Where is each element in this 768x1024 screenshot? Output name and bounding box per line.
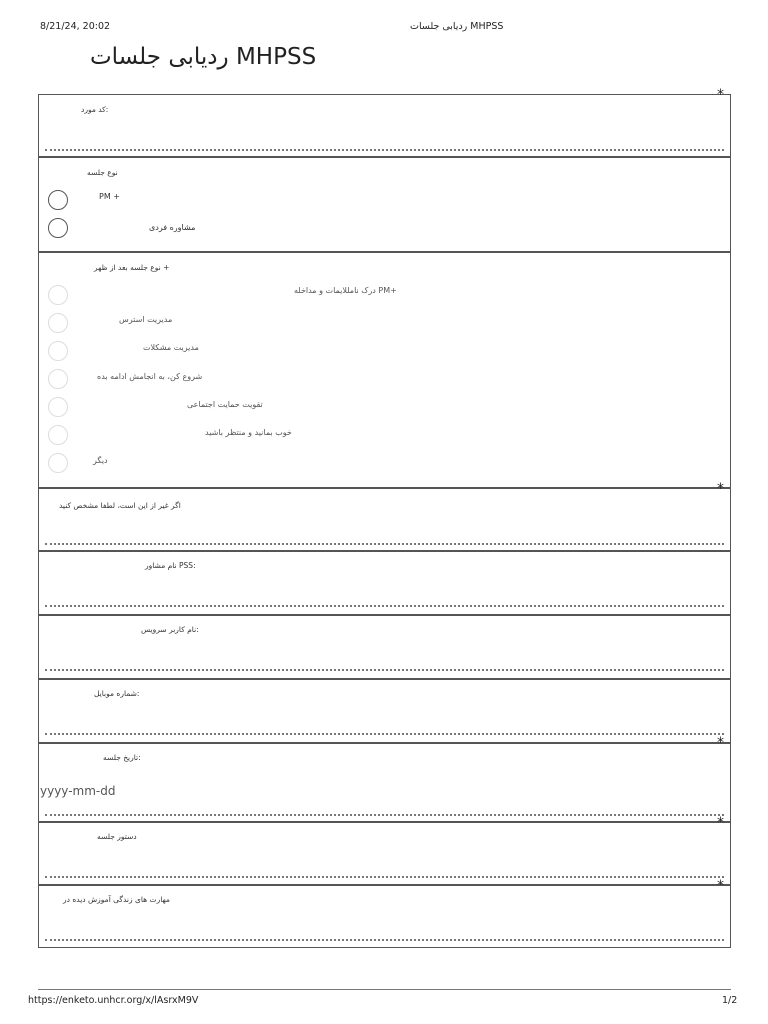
service-user-name-input[interactable] (45, 669, 724, 671)
question-other-specify (38, 481, 731, 551)
radio-session-type-individual[interactable] (48, 218, 68, 238)
footer-divider (38, 989, 731, 990)
question-service-user-name (38, 615, 731, 679)
other-specify-input[interactable] (45, 543, 724, 545)
question-case-code (38, 87, 731, 157)
question-label: مهارت های زندگی آموزش دیده در (63, 895, 170, 904)
session-date-input[interactable]: yyyy-mm-dd (40, 784, 116, 798)
question-label: نوع جلسه (87, 168, 118, 177)
option-label: شروع کن، به انجامش ادامه بده (97, 372, 203, 381)
option-label: تقویت حمایت اجتماعی (187, 400, 263, 409)
session-agenda-input[interactable] (45, 876, 724, 878)
question-session-agenda (38, 822, 731, 894)
radio-pm-option-3[interactable] (48, 341, 68, 361)
required-marker: * (717, 735, 724, 751)
option-label: PM + (99, 192, 120, 201)
question-mobile-number (38, 679, 731, 751)
form-title: ردیابی جلسات MHPSS (90, 44, 317, 70)
mobile-number-input[interactable] (45, 733, 724, 735)
question-label: نام مشاور PSS: (145, 561, 196, 570)
option-label: مشاوره فردی (149, 223, 196, 232)
radio-pm-option-2[interactable] (48, 313, 68, 333)
question-label: نام کاربر سرویس: (141, 625, 199, 634)
question-label: شماره موبایل: (94, 689, 140, 698)
question-pm-session-type (38, 252, 731, 488)
radio-session-type-pm[interactable] (48, 190, 68, 210)
session-date-underline (45, 814, 724, 816)
print-page-title: ردیابی جلسات MHPSS (410, 21, 504, 32)
life-skills-input[interactable] (45, 939, 724, 941)
option-label: مدیریت مشکلات (143, 343, 199, 352)
required-marker: * (717, 878, 724, 894)
print-datetime: 8/21/24, 20:02 (40, 21, 111, 32)
option-label: درک نامللایمات و مداخله PM+ (294, 286, 397, 295)
question-label: دستور جلسه (97, 832, 137, 841)
print-url: https://enketo.unhcr.org/x/lAsrxM9V (28, 995, 199, 1006)
page-number: 1/2 (722, 995, 738, 1006)
option-label: دیگر (93, 456, 108, 465)
option-label: خوب بمانید و منتظر باشید (205, 428, 292, 437)
counselor-name-input[interactable] (45, 605, 724, 607)
option-label: مدیریت استرس (119, 315, 173, 324)
radio-pm-option-1[interactable] (48, 285, 68, 305)
required-marker: * (717, 87, 724, 103)
required-marker: * (717, 815, 724, 831)
radio-pm-option-7[interactable] (48, 453, 68, 473)
question-counselor-name (38, 551, 731, 615)
question-label: تاریخ جلسه: (103, 753, 141, 762)
question-session-type (38, 157, 731, 252)
question-label: کد مورد: (81, 105, 109, 114)
question-session-date (38, 743, 731, 831)
radio-pm-option-5[interactable] (48, 397, 68, 417)
radio-pm-option-6[interactable] (48, 425, 68, 445)
question-label: اگر غیر از این است، لطفا مشخص کنید (59, 501, 181, 510)
radio-pm-option-4[interactable] (48, 369, 68, 389)
question-label: نوع جلسه بعد از ظهر + (94, 263, 170, 272)
case-code-input[interactable] (45, 149, 724, 151)
required-marker: * (717, 481, 724, 497)
question-life-skills (38, 885, 731, 948)
